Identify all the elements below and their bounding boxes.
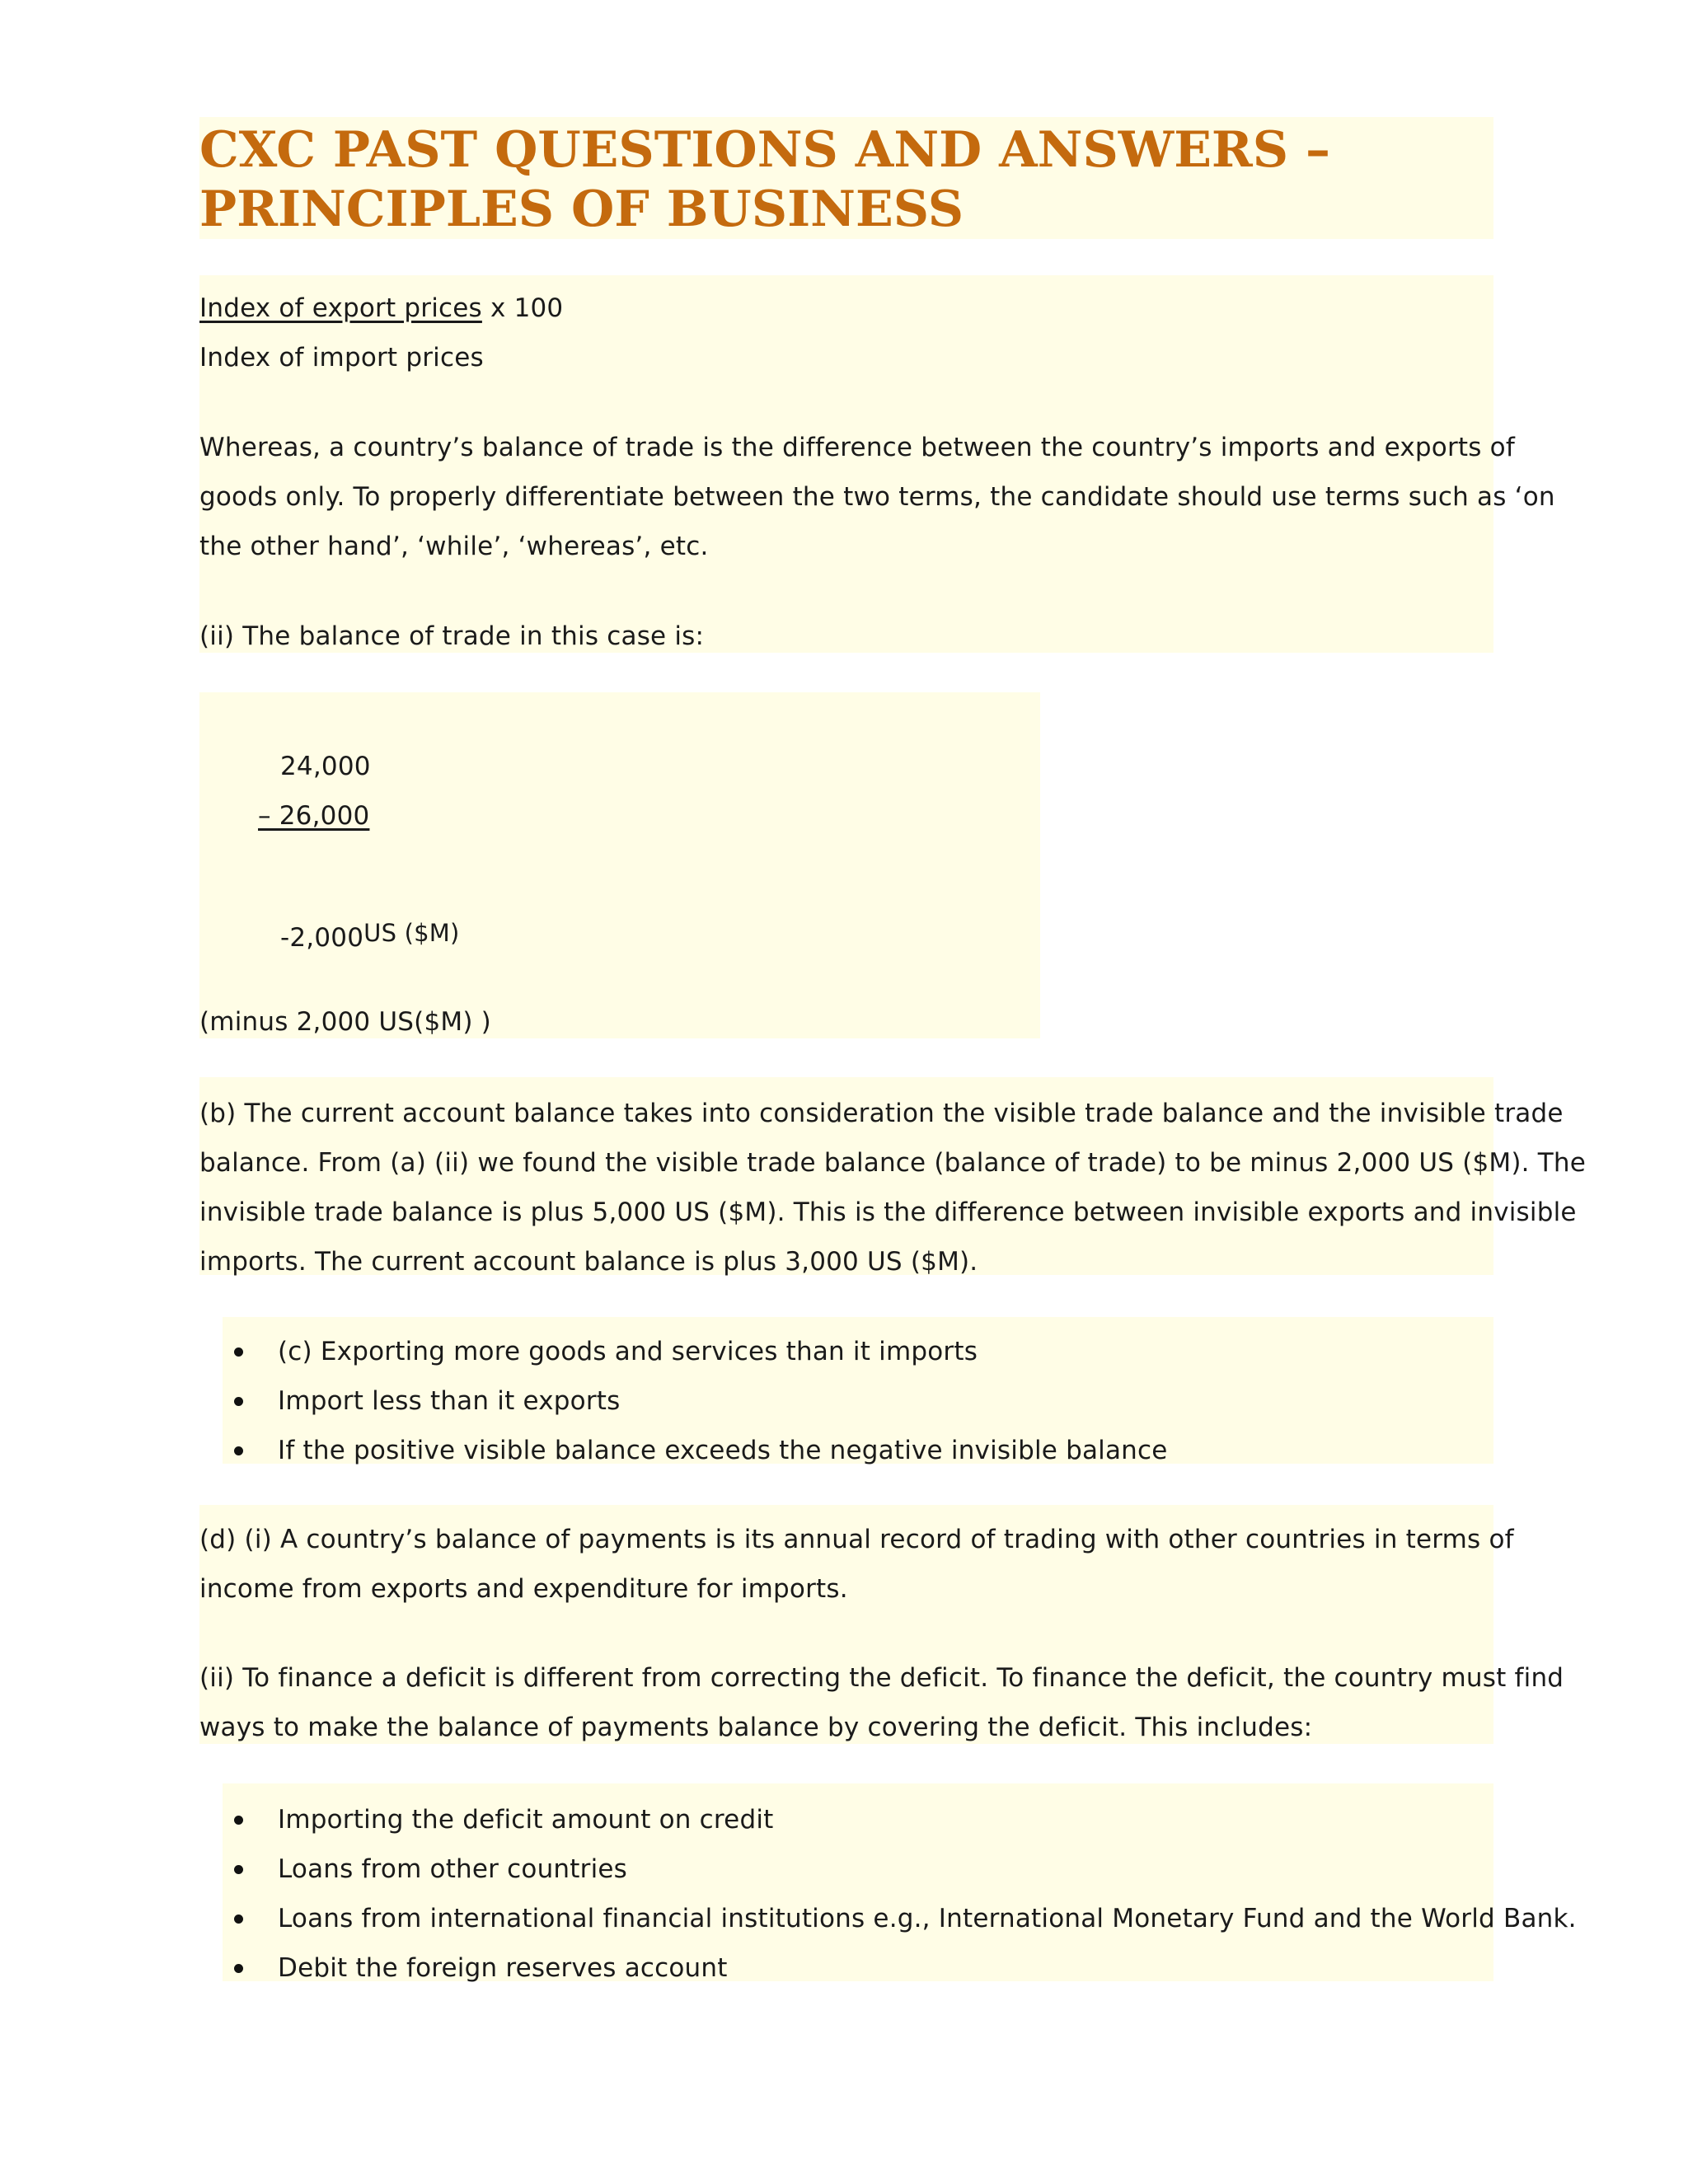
bullet-icon <box>234 1865 243 1874</box>
calc-result-unit: US ($M) <box>363 919 460 947</box>
title-line-1: CXC PAST QUESTIONS AND ANSWERS – <box>199 121 1331 179</box>
list-item: (c) Exporting more goods and services than it imports <box>278 1337 978 1366</box>
paragraph-line: income from exports and expenditure for imports. <box>199 1574 848 1604</box>
calc-note: (minus 2,000 US($M) ) <box>199 1007 491 1037</box>
paragraph-line: (ii) To finance a deficit is different from correcting the deficit. To finance the deficit, the country must find <box>199 1663 1564 1693</box>
calc-value-1: 24,000 <box>280 752 371 781</box>
list-item: Importing the deficit amount on credit <box>278 1805 774 1835</box>
section-b <box>199 1077 1587 1277</box>
bullet-icon <box>234 1915 243 1924</box>
paragraph-line: ways to make the balance of payments balance by covering the deficit. This includes: <box>199 1713 1313 1742</box>
part-ii-heading: (ii) The balance of trade in this case is: <box>199 621 705 651</box>
paragraph-line: balance. From (a) (ii) we found the visible trade balance (balance of trade) to be minus 2,000 US ($M). The <box>199 1148 1587 1178</box>
bullet-icon <box>234 1964 243 1973</box>
section-d-list <box>223 1783 1577 1983</box>
formula-multiplier: x 100 <box>490 293 564 323</box>
section-d <box>199 1505 1564 1744</box>
formula-numerator: Index of export prices <box>199 293 482 323</box>
section-terms-of-trade <box>199 275 1555 653</box>
formula-denominator: Index of import prices <box>199 343 484 373</box>
list-item: If the positive visible balance exceeds the negative invisible balance <box>278 1436 1168 1465</box>
bullet-icon <box>234 1397 243 1406</box>
calculation-block <box>199 692 1040 1038</box>
bullet-icon <box>234 1816 243 1825</box>
title-line-2: PRINCIPLES OF BUSINESS <box>199 180 964 238</box>
calc-result-line <box>280 921 460 954</box>
list-item: Debit the foreign reserves account <box>278 1953 728 1983</box>
bullet-icon <box>234 1347 243 1357</box>
paragraph-line: imports. The current account balance is plus 3,000 US ($M). <box>199 1247 978 1277</box>
bullet-icon <box>234 1446 243 1455</box>
paragraph-line: (d) (i) A country’s balance of payments is its annual record of trading with other countries in terms of <box>199 1525 1514 1554</box>
list-item: Loans from international financial institutions e.g., International Monetary Fund and the World Bank. <box>278 1904 1577 1933</box>
paragraph-line: goods only. To properly differentiate between the two terms, the candidate should use terms such as ‘on <box>199 482 1555 512</box>
list-item: Loans from other countries <box>278 1854 628 1884</box>
list-item: Import less than it exports <box>278 1386 621 1416</box>
section-c-list <box>223 1317 1493 1464</box>
calc-result: -2,000 <box>280 923 364 953</box>
paragraph-line: Whereas, a country’s balance of trade is the difference between the country’s imports and exports of <box>199 433 1515 462</box>
title-block <box>199 117 1493 239</box>
page-title <box>199 120 1330 239</box>
paragraph-line: (b) The current account balance takes into consideration the visible trade balance and the invisible trade <box>199 1099 1564 1128</box>
paragraph-line: the other hand’, ‘while’, ‘whereas’, etc. <box>199 532 709 561</box>
formula-numerator-line <box>199 292 563 325</box>
paragraph-line: invisible trade balance is plus 5,000 US ($M). This is the difference between invisible exports and invisible <box>199 1197 1577 1227</box>
calc-value-2: – 26,000 <box>258 801 370 831</box>
